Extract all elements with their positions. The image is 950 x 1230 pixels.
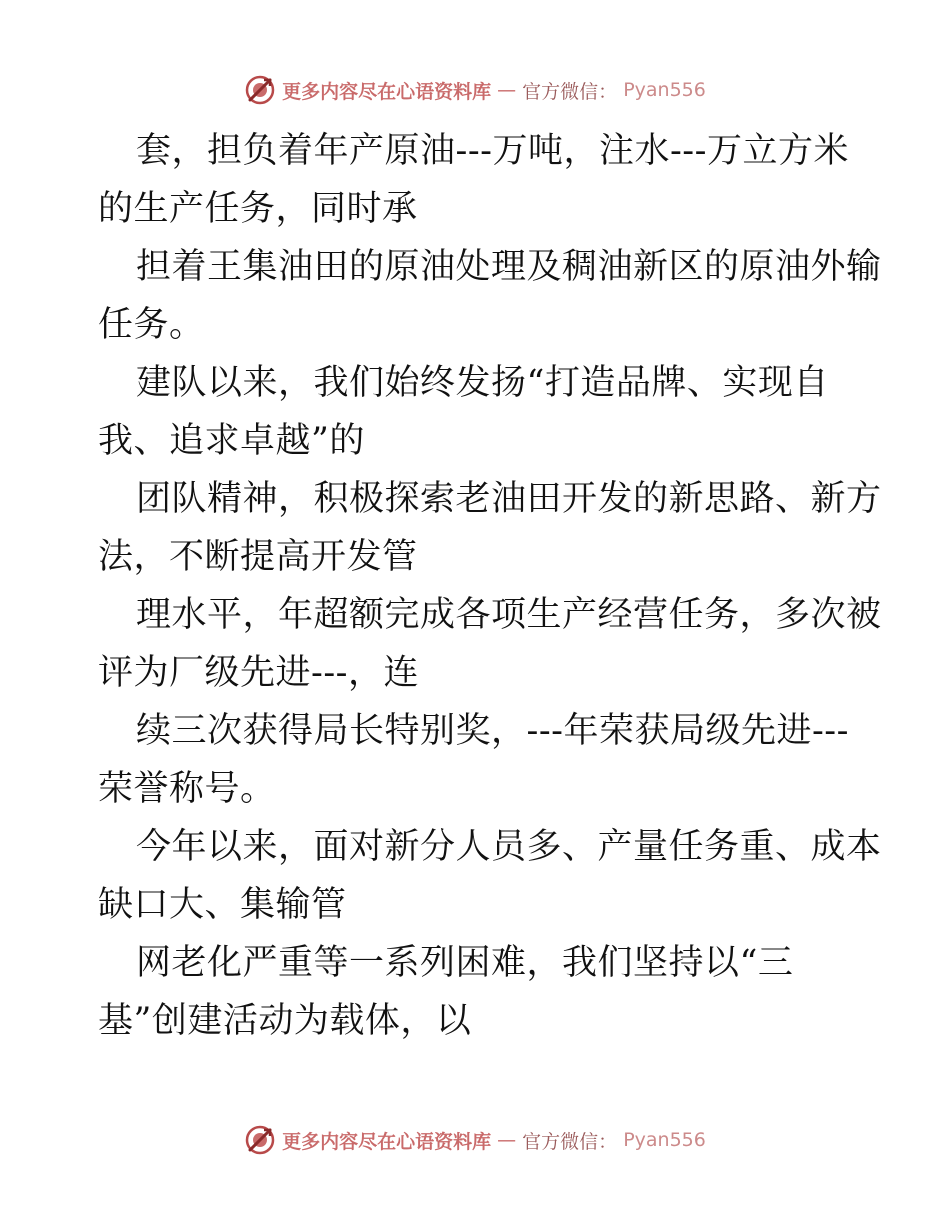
text-line: 的生产任务，同时承: [98, 189, 418, 229]
header-wechat-id: Pyan556: [623, 79, 706, 101]
text-line: 建队以来，我们始终发扬“打造品牌、实现自: [136, 363, 829, 403]
footer-slogan: 更多内容尽在心语资料库: [282, 1130, 492, 1153]
footer-banner: [0, 1120, 950, 1160]
text-line: 理水平，年超额完成各项生产经营任务，多次被: [136, 595, 882, 635]
text-line: 担着王集油田的原油处理及稠油新区的原油外输: [136, 247, 882, 287]
header-slogan: 更多内容尽在心语资料库: [282, 80, 492, 103]
logo-icon: [244, 74, 276, 106]
text-line: 法，不断提高开发管: [98, 537, 418, 577]
text-line: 团队精神，积极探索老油田开发的新思路、新方: [136, 479, 882, 519]
text-line: 缺口大、集输管: [98, 885, 347, 925]
document-body: [98, 122, 882, 1050]
text-line: 续三次获得局长特别奖，---年荣获局级先进---: [136, 711, 849, 751]
header-dash: —: [497, 79, 517, 101]
footer-dash: —: [497, 1129, 517, 1151]
text-line: 我、追求卓越”的: [98, 421, 365, 461]
header-wechat-label: 官方微信：: [522, 80, 618, 103]
text-line: 今年以来，面对新分人员多、产量任务重、成本: [136, 827, 882, 867]
text-line: 荣誉称号。: [98, 769, 276, 809]
text-line: 网老化严重等一系列困难，我们坚持以“三: [136, 943, 794, 983]
text-line: 任务。: [98, 305, 205, 345]
header-banner: [0, 70, 950, 110]
logo-icon: [244, 1124, 276, 1156]
footer-wechat-label: 官方微信：: [522, 1130, 618, 1153]
text-line: 套，担负着年产原油---万吨，注水---万立方米: [136, 131, 849, 171]
text-line: 评为厂级先进---，连: [98, 653, 419, 693]
text-line: 基”创建活动为载体，以: [98, 1001, 472, 1041]
footer-wechat-id: Pyan556: [623, 1129, 706, 1151]
